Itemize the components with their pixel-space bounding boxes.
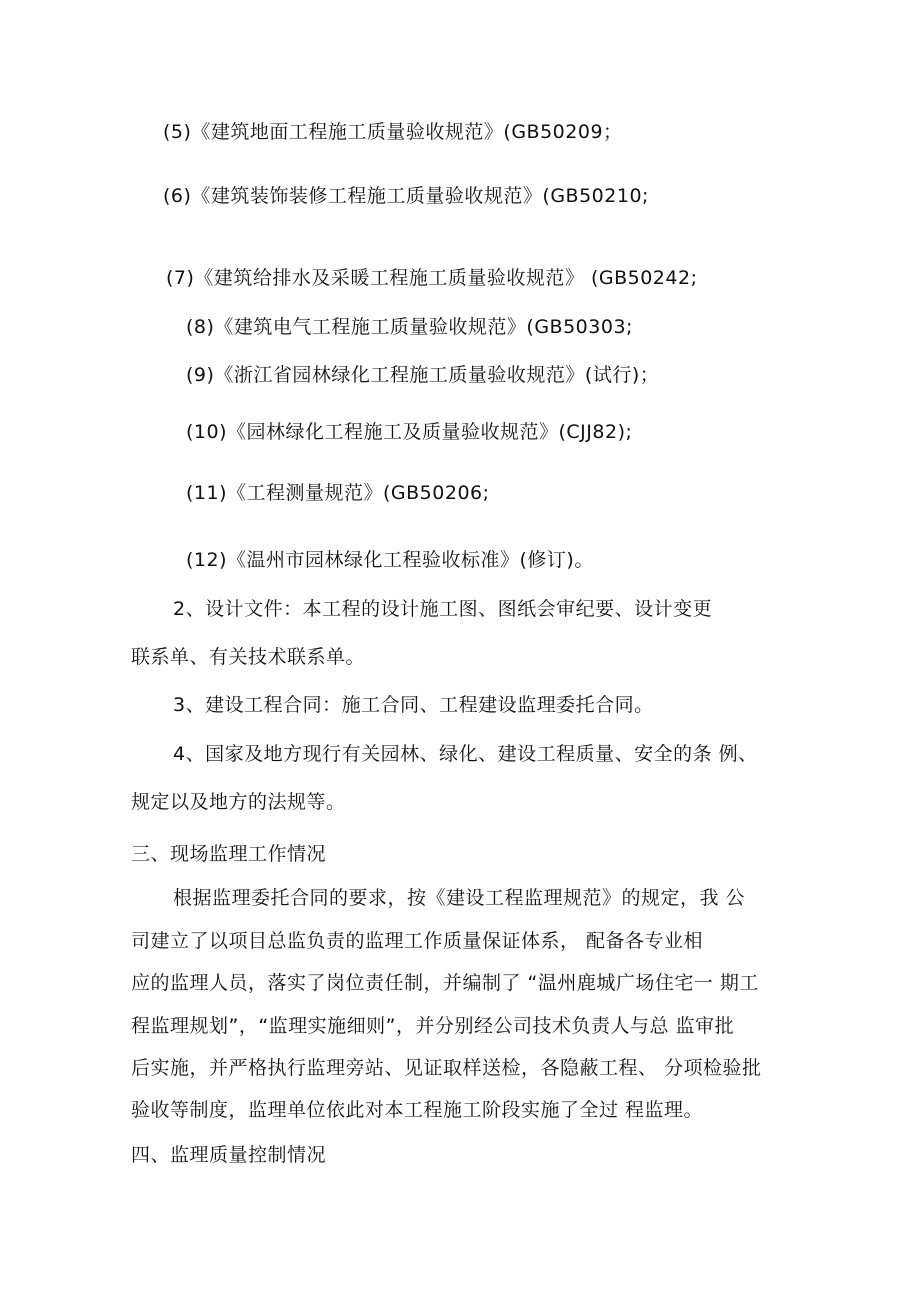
- standard-item-8: (8)《建筑电气工程施工质量验收规范》(GB50303;: [186, 316, 633, 338]
- standard-item-7: (7)《建筑给排水及采暖工程施工质量验收规范》 (GB50242;: [166, 267, 698, 289]
- paragraph-4-line-1: 4、国家及地方现行有关园林、绿化、建设工程质量、安全的条 例、: [173, 743, 758, 765]
- section-heading-4: 四、监理质量控制情况: [131, 1144, 327, 1166]
- standard-item-6: (6)《建筑装饰装修工程施工质量验收规范》(GB50210;: [163, 185, 649, 207]
- body-paragraph-line-4: 程监理规划”，“监理实施细则”，并分别经公司技术负责人与总 监审批: [131, 1015, 735, 1037]
- standard-item-11: (11)《工程测量规范》(GB50206;: [186, 482, 490, 504]
- body-paragraph-line-3: 应的监理人员，落实了岗位责任制，并编制了 “温州鹿城广场住宅一 期工: [131, 972, 759, 994]
- paragraph-2-line-1: 2、设计文件：本工程的设计施工图、图纸会审纪要、设计变更: [173, 598, 713, 620]
- body-paragraph-line-6: 验收等制度，监理单位依此对本工程施工阶段实施了全过 程监理。: [131, 1099, 704, 1121]
- body-paragraph-line-5: 后实施，并严格执行监理旁站、见证取样送检，各隐蔽工程、 分项检验批: [131, 1057, 762, 1079]
- body-paragraph-line-2: 司建立了以项目总监负责的监理工作质量保证体系， 配备各专业相: [131, 930, 704, 952]
- paragraph-2-line-2: 联系单、有关技术联系单。: [131, 646, 366, 668]
- paragraph-3: 3、建设工程合同：施工合同、工程建设监理委托合同。: [173, 694, 654, 716]
- standard-item-5: (5)《建筑地面工程施工质量验收规范》(GB50209；: [163, 121, 623, 143]
- standard-item-12: (12)《温州市园林绿化工程验收标准》(修订)。: [186, 549, 594, 571]
- standard-item-9: (9)《浙江省园林绿化工程施工质量验收规范》(试行)；: [186, 364, 660, 386]
- standard-item-10: (10)《园林绿化工程施工及质量验收规范》(CJJ82);: [186, 421, 633, 443]
- body-paragraph-line-1: 根据监理委托合同的要求，按《建设工程监理规范》的规定，我 公: [173, 887, 746, 909]
- paragraph-4-line-2: 规定以及地方的法规等。: [131, 791, 346, 813]
- section-heading-3: 三、现场监理工作情况: [131, 843, 327, 865]
